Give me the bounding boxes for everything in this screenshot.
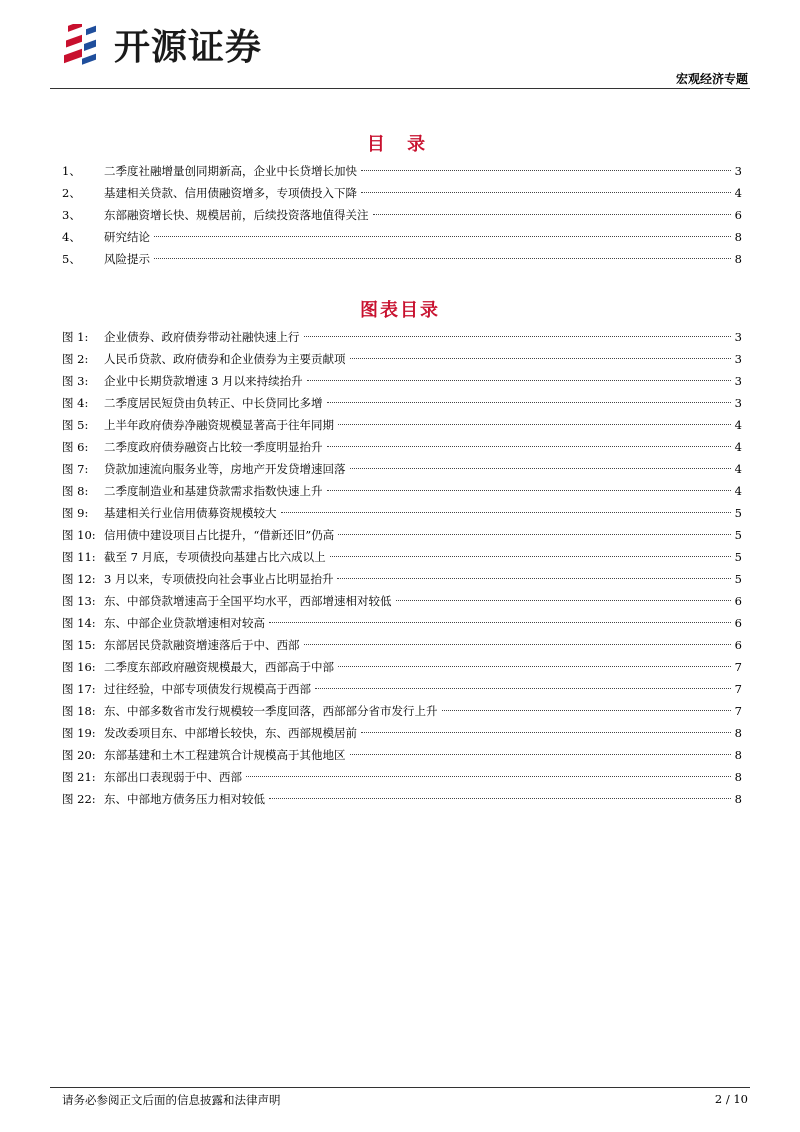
figure-entry[interactable] <box>62 590 742 612</box>
dot-leader <box>315 688 731 689</box>
figures-title: 图表目录 <box>360 300 440 321</box>
figure-entry-number: 图 10: <box>62 528 96 542</box>
figure-entry-title: 二季度制造业和基建贷款需求指数快速上升 <box>104 484 323 498</box>
figure-entry[interactable] <box>62 634 742 656</box>
toc-entry[interactable] <box>62 182 742 204</box>
figure-entry-page-number: 6 <box>734 616 742 630</box>
dot-leader <box>373 214 731 215</box>
figure-entry-title: 二季度东部政府融资规模最大，西部高于中部 <box>104 660 334 674</box>
figure-entry[interactable] <box>62 700 742 722</box>
figure-entry[interactable] <box>62 678 742 700</box>
brand-logo <box>62 24 322 72</box>
dot-leader <box>327 446 731 447</box>
figure-entry-page-number: 5 <box>734 528 742 542</box>
toc-entry-title: 东部融资增长快、规模居前，后续投资落地值得关注 <box>104 208 369 222</box>
toc-entry-number: 3、 <box>62 208 81 222</box>
figure-entry-number: 图 3: <box>62 374 89 388</box>
toc-entry[interactable] <box>62 248 742 270</box>
figure-entry-number: 图 19: <box>62 726 96 740</box>
figure-entry-page-number: 3 <box>734 330 742 344</box>
dot-leader <box>307 380 731 381</box>
dot-leader <box>269 798 731 799</box>
figure-entry-page-number: 5 <box>734 572 742 586</box>
document-type: 宏观经济专题 <box>675 72 748 86</box>
dot-leader <box>338 424 731 425</box>
dot-leader <box>327 490 731 491</box>
figure-entry-number: 图 18: <box>62 704 96 718</box>
page-indicator: 2 / 10 <box>714 1092 748 1106</box>
dot-leader <box>338 534 730 535</box>
figure-entry-title: 人民币贷款、政府债券和企业债券为主要贡献项 <box>104 352 346 366</box>
dot-leader <box>327 402 731 403</box>
toc-entry-page-number: 6 <box>734 208 742 222</box>
page-header <box>0 0 800 92</box>
figure-entry[interactable] <box>62 656 742 678</box>
figure-entry-title: 东部基建和土木工程建筑合计规模高于其他地区 <box>104 748 346 762</box>
figure-entry[interactable] <box>62 766 742 788</box>
dot-leader <box>361 732 731 733</box>
figure-entry[interactable] <box>62 436 742 458</box>
figure-entry-title: 3 月以来，专项债投向社会事业占比明显抬升 <box>104 572 334 586</box>
toc-entry[interactable] <box>62 226 742 248</box>
figure-entry-page-number: 8 <box>734 770 742 784</box>
figure-entry-title: 东、中部多数省市发行规模较一季度回落，西部部分省市发行上升 <box>104 704 438 718</box>
toc-entry-page-number: 3 <box>734 164 742 178</box>
figure-entry[interactable] <box>62 744 742 766</box>
toc-entry-number: 1、 <box>62 164 81 178</box>
toc-entry-title: 基建相关贷款、信用债融资增多，专项债投入下降 <box>104 186 357 200</box>
figure-entry-title: 过往经验，中部专项债发行规模高于西部 <box>104 682 311 696</box>
figure-entry-title: 东部居民贷款融资增速落后于中、西部 <box>104 638 300 652</box>
dot-leader <box>361 192 731 193</box>
figures-list <box>62 326 742 810</box>
figure-entry-page-number: 5 <box>734 506 742 520</box>
figure-entry[interactable] <box>62 524 742 546</box>
toc-entry-title: 研究结论 <box>104 230 150 244</box>
figure-entry[interactable] <box>62 546 742 568</box>
figure-entry-title: 东、中部贷款增速高于全国平均水平，西部增速相对较低 <box>104 594 392 608</box>
footer-divider <box>50 1087 750 1088</box>
figure-entry-page-number: 5 <box>734 550 742 564</box>
figure-entry[interactable] <box>62 370 742 392</box>
figure-entry-title: 二季度政府债券融资占比较一季度明显抬升 <box>104 440 323 454</box>
figure-entry[interactable] <box>62 480 742 502</box>
header-divider <box>50 88 750 89</box>
figure-entry-number: 图 4: <box>62 396 89 410</box>
dot-leader <box>396 600 731 601</box>
figure-entry-number: 图 20: <box>62 748 96 762</box>
figure-entry-page-number: 8 <box>734 726 742 740</box>
brand-name: 开源证券 <box>114 27 263 68</box>
figure-entry-title: 上半年政府债券净融资规模显著高于往年同期 <box>104 418 334 432</box>
dot-leader <box>281 512 731 513</box>
figure-entry-page-number: 3 <box>734 374 742 388</box>
figure-entry-title: 东部出口表现弱于中、西部 <box>104 770 242 784</box>
figure-entry-page-number: 4 <box>734 418 742 432</box>
figure-entry[interactable] <box>62 502 742 524</box>
dot-leader <box>269 622 731 623</box>
dot-leader <box>350 754 731 755</box>
figure-entry-title: 贷款加速流向服务业等，房地产开发贷增速回落 <box>104 462 346 476</box>
toc-entry[interactable] <box>62 160 742 182</box>
dot-leader <box>442 710 731 711</box>
figure-entry[interactable] <box>62 568 742 590</box>
dot-leader <box>154 236 731 237</box>
figure-entry-title: 信用债中建设项目占比提升，“借新还旧”仍高 <box>104 528 335 542</box>
figure-entry-title: 东、中部地方债务压力相对较低 <box>104 792 265 806</box>
figure-entry-number: 图 2: <box>62 352 89 366</box>
figure-entry-number: 图 17: <box>62 682 96 696</box>
figure-entry-number: 图 21: <box>62 770 96 784</box>
toc-entry-page-number: 4 <box>734 186 742 200</box>
figure-entry-number: 图 11: <box>62 550 96 564</box>
figure-entry-number: 图 8: <box>62 484 89 498</box>
figure-entry[interactable] <box>62 414 742 436</box>
figure-entry[interactable] <box>62 348 742 370</box>
figure-entry-title: 东、中部企业贷款增速相对较高 <box>104 616 265 630</box>
figure-entry-number: 图 6: <box>62 440 89 454</box>
figure-entry-number: 图 22: <box>62 792 96 806</box>
toc-entry-number: 5、 <box>62 252 81 266</box>
figure-entry-page-number: 4 <box>734 484 742 498</box>
dot-leader <box>350 358 731 359</box>
figure-entry-number: 图 12: <box>62 572 96 586</box>
figure-entry-title: 基建相关行业信用债募资规模较大 <box>104 506 277 520</box>
figure-entry-title: 二季度居民短贷由负转正、中长贷同比多增 <box>104 396 323 410</box>
figure-entry[interactable] <box>62 722 742 744</box>
figure-entry-number: 图 5: <box>62 418 89 432</box>
toc-entry-page-number: 8 <box>734 252 742 266</box>
footer-disclaimer: 请务必参阅正文后面的信息披露和法律声明 <box>62 1093 281 1107</box>
figure-entry[interactable] <box>62 612 742 634</box>
toc-entry-number: 2、 <box>62 186 81 200</box>
dot-leader <box>338 666 731 667</box>
figure-entry-page-number: 3 <box>734 352 742 366</box>
figure-entry-number: 图 1: <box>62 330 89 344</box>
toc-entry-title: 二季度社融增量创同期新高，企业中长贷增长加快 <box>104 164 357 178</box>
toc-title: 目 录 <box>366 134 434 155</box>
figure-entry[interactable] <box>62 788 742 810</box>
figure-entry[interactable] <box>62 392 742 414</box>
figure-entry-number: 图 9: <box>62 506 89 520</box>
figure-entry-page-number: 7 <box>734 682 742 696</box>
dot-leader <box>304 644 731 645</box>
toc-entry-number: 4、 <box>62 230 81 244</box>
figure-entry[interactable] <box>62 326 742 348</box>
figure-entry-title: 发改委项目东、中部增长较快，东、西部规模居前 <box>104 726 357 740</box>
figure-entry-title: 企业债券、政府债券带动社融快速上行 <box>104 330 300 344</box>
figure-entry-number: 图 16: <box>62 660 96 674</box>
dot-leader <box>154 258 731 259</box>
figure-entry-page-number: 6 <box>734 638 742 652</box>
figure-entry-page-number: 7 <box>734 704 742 718</box>
figure-entry-page-number: 4 <box>734 462 742 476</box>
figure-entry-page-number: 4 <box>734 440 742 454</box>
dot-leader <box>330 556 731 557</box>
figure-entry-page-number: 3 <box>734 396 742 410</box>
figure-entry-number: 图 14: <box>62 616 96 630</box>
dot-leader <box>304 336 731 337</box>
figure-entry-number: 图 7: <box>62 462 89 476</box>
figure-entry-title: 截至 7 月底，专项债投向基建占比六成以上 <box>104 550 326 564</box>
figure-entry-page-number: 7 <box>734 660 742 674</box>
figure-entry-page-number: 6 <box>734 594 742 608</box>
figure-entry-number: 图 15: <box>62 638 96 652</box>
figure-entry-page-number: 8 <box>734 792 742 806</box>
toc-list <box>62 160 742 270</box>
dot-leader <box>337 578 730 579</box>
brand-logo-icon <box>62 24 106 72</box>
toc-entry-page-number: 8 <box>734 230 742 244</box>
figure-entry-number: 图 13: <box>62 594 96 608</box>
figure-entry[interactable] <box>62 458 742 480</box>
toc-entry-title: 风险提示 <box>104 252 150 266</box>
dot-leader <box>246 776 731 777</box>
dot-leader <box>350 468 731 469</box>
dot-leader <box>361 170 731 171</box>
figure-entry-page-number: 8 <box>734 748 742 762</box>
toc-entry[interactable] <box>62 204 742 226</box>
figure-entry-title: 企业中长期贷款增速 3 月以来持续抬升 <box>104 374 303 388</box>
